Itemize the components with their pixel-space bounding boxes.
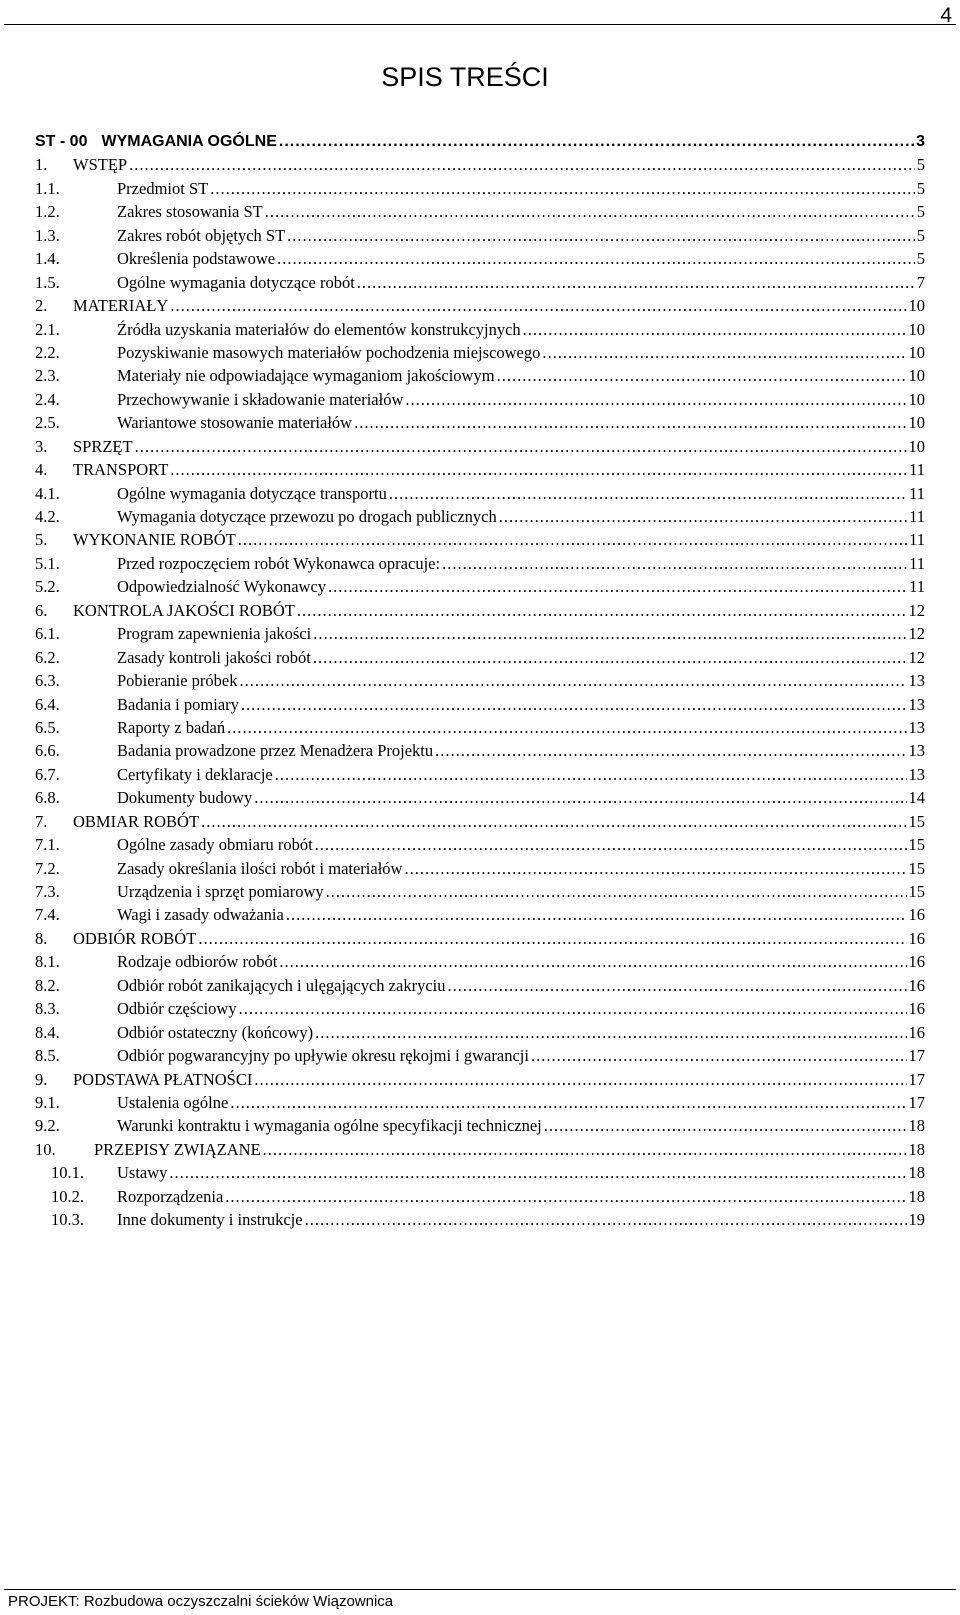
toc-entry[interactable]: [35, 318, 925, 341]
toc-dot-leader: [135, 435, 907, 458]
toc-entry[interactable]: [35, 857, 925, 880]
toc-dot-leader: [279, 950, 906, 973]
toc-entry[interactable]: [35, 435, 925, 458]
toc-entry[interactable]: [35, 1091, 925, 1114]
toc-entry-number: 5.2.: [35, 577, 60, 597]
toc-entry-label: Odbiór robót zanikających i ulęgających zakryciu: [117, 975, 446, 995]
toc-entry-number: 6.7.: [35, 764, 60, 784]
toc-entry[interactable]: [35, 974, 925, 997]
toc-entry-page: 16: [908, 975, 925, 995]
toc-entry[interactable]: [35, 294, 925, 317]
toc-entry-number: 7.: [35, 811, 48, 831]
toc-entry[interactable]: [35, 880, 925, 903]
toc-entry-page: 10: [908, 296, 925, 316]
toc-entry-number: 2.: [35, 296, 48, 316]
toc-entry-label: OBMIAR ROBÓT: [73, 811, 200, 831]
toc-entry-label: Urządzenia i sprzęt pomiarowy: [117, 882, 324, 901]
toc-entry-label: Określenia podstawowe: [117, 249, 276, 269]
toc-entry-page: 17: [908, 1069, 925, 1089]
toc-entry[interactable]: [35, 482, 925, 505]
toc-entry-label: Badania prowadzone przez Menadżera Projektu: [117, 741, 434, 761]
toc-entry-page: 11: [909, 553, 925, 573]
toc-entry-label: Dokumenty budowy: [117, 788, 253, 808]
toc-entry-label: TRANSPORT: [73, 460, 169, 480]
toc-entry-number: 3.: [35, 436, 48, 456]
toc-dot-leader: [544, 1114, 907, 1137]
toc-entry-page: 16: [908, 952, 925, 972]
toc-dot-leader: [254, 786, 906, 809]
toc-dot-leader: [227, 716, 906, 739]
page-number: 4: [940, 4, 952, 27]
toc-dot-leader: [497, 364, 907, 387]
toc-entry[interactable]: [35, 669, 925, 692]
toc-entry-number: 6.8.: [35, 788, 60, 808]
toc-entry[interactable]: [35, 177, 925, 200]
toc-entry-number: 6.: [35, 600, 48, 620]
toc-dot-leader: [405, 388, 906, 411]
toc-dot-leader: [404, 857, 906, 880]
toc-entry-page: 10: [908, 413, 925, 433]
toc-entry-label: Pobieranie próbek: [117, 671, 238, 691]
toc-dot-leader: [442, 552, 907, 575]
toc-dot-leader: [315, 833, 907, 856]
toc-entry-label: Zasady kontroli jakości robót: [117, 647, 311, 667]
toc-entry[interactable]: [35, 1138, 925, 1161]
toc-entry-number: 9.2.: [35, 1116, 60, 1136]
toc-entry[interactable]: [35, 1114, 925, 1137]
toc-entry-number: 1.3.: [35, 225, 60, 245]
toc-entry[interactable]: [35, 153, 925, 176]
toc-entry-label: Pozyskiwanie masowych materiałów pochodzenia miejscowego: [117, 342, 541, 362]
toc-entry[interactable]: [35, 130, 925, 153]
toc-entry-label: PRZEPISY ZWIĄZANE: [94, 1139, 261, 1159]
toc-entry-label: WYKONANIE ROBÓT: [73, 530, 236, 550]
toc-entry-page: 14: [908, 788, 925, 808]
toc-entry-label: Odbiór pogwarancyjny po upływie okresu rękojmi i gwarancji: [117, 1046, 529, 1066]
toc-entry[interactable]: [35, 927, 925, 950]
toc-entry-page: 15: [908, 835, 925, 855]
toc-entry-label: Wariantowe stosowanie materiałów: [117, 413, 353, 433]
toc-entry-number: 10.2.: [51, 1186, 84, 1206]
toc-entry[interactable]: [35, 646, 925, 669]
toc-dot-leader: [357, 271, 915, 294]
toc-dot-leader: [254, 1068, 906, 1091]
toc-entry[interactable]: [35, 458, 925, 481]
toc-entry-number: 8.2.: [35, 975, 60, 995]
toc-entry-label: Źródła uzyskania materiałów do elementów konstrukcyjnych: [117, 319, 521, 339]
toc-entry-label: WSTĘP: [73, 155, 128, 175]
toc-entry-page: 18: [908, 1186, 925, 1206]
toc-dot-leader: [315, 1021, 906, 1044]
toc-entry-page: 3: [916, 133, 925, 150]
toc-entry-number: 7.3.: [35, 882, 60, 901]
toc-entry-label: Ustalenia ogólne: [117, 1092, 229, 1112]
toc-entry-number: 2.3.: [35, 366, 60, 386]
toc-entry-label: Przechowywanie i składowanie materiałów: [117, 389, 404, 409]
toc-entry[interactable]: [35, 739, 925, 762]
toc-dot-leader: [225, 1185, 906, 1208]
toc-entry-number: 6.3.: [35, 671, 60, 691]
toc-entry-page: 15: [908, 882, 925, 901]
toc-entry[interactable]: [35, 411, 925, 434]
toc-entry-number: 6.4.: [35, 694, 60, 714]
toc-entry-number: 7.4.: [35, 905, 60, 925]
toc-entry-page: 12: [908, 647, 925, 667]
page-title: SPIS TREŚCI: [381, 62, 549, 92]
toc-entry-label: PODSTAWA PŁATNOŚCI: [73, 1069, 253, 1089]
toc-entry-number: 2.2.: [35, 342, 60, 362]
toc-entry-number: 4.1.: [35, 483, 60, 503]
toc-dot-leader: [326, 880, 907, 903]
toc-dot-leader: [297, 599, 907, 622]
toc-entry-page: 10: [908, 342, 925, 362]
toc-entry-number: 7.2.: [35, 858, 60, 878]
toc-entry-label: Zasady określania ilości robót i materiałów: [117, 858, 403, 878]
toc-entry[interactable]: [35, 1185, 925, 1208]
toc-dot-leader: [263, 1138, 907, 1161]
toc-entry-page: 11: [909, 530, 925, 550]
toc-entry-page: 10: [908, 319, 925, 339]
toc-entry-label: Odbiór ostateczny (końcowy): [117, 1022, 314, 1042]
toc-entry-label: Rozporządzenia: [117, 1186, 224, 1206]
toc-entry-page: 10: [908, 436, 925, 456]
toc-dot-leader: [389, 482, 907, 505]
toc-entry-number: 1.2.: [35, 202, 60, 222]
toc-entry-page: 19: [908, 1210, 925, 1230]
toc-entry-number: 1.1.: [35, 178, 60, 198]
toc-entry-page: 5: [916, 178, 925, 198]
toc-entry[interactable]: [35, 575, 925, 598]
toc-dot-leader: [239, 997, 907, 1020]
toc-entry-number: 10.3.: [51, 1210, 84, 1230]
toc-entry[interactable]: [35, 716, 925, 739]
toc-entry-page: 5: [916, 202, 925, 222]
toc-entry[interactable]: [35, 528, 925, 551]
toc-entry-page: 18: [908, 1163, 925, 1183]
toc-dot-leader: [328, 575, 907, 598]
toc-dot-leader: [277, 247, 915, 270]
toc-entry[interactable]: [35, 1208, 925, 1231]
toc-entry-number: 6.2.: [35, 647, 60, 667]
toc-entry-label: Raporty z badań: [117, 717, 226, 737]
toc-entry-label: MATERIAŁY: [73, 296, 169, 316]
toc-dot-leader: [313, 646, 907, 669]
toc-entry-label: Odbiór częściowy: [117, 999, 237, 1019]
toc-entry-number: 10.1.: [51, 1163, 84, 1183]
toc-entry[interactable]: [35, 364, 925, 387]
toc-entry-label: Materiały nie odpowiadające wymaganiom jakościowym: [117, 366, 495, 386]
toc-entry[interactable]: [35, 224, 925, 247]
toc-entry-label: WYMAGANIA OGÓLNE: [101, 133, 277, 150]
toc-dot-leader: [499, 505, 907, 528]
toc-dot-leader: [170, 294, 906, 317]
toc-entry[interactable]: [35, 552, 925, 575]
toc-entry[interactable]: [35, 271, 925, 294]
toc-dot-leader: [542, 341, 906, 364]
toc-entry-page: 11: [909, 507, 925, 526]
toc-entry[interactable]: [35, 997, 925, 1020]
toc-entry-page: 5: [916, 249, 925, 269]
toc-dot-leader: [241, 693, 907, 716]
toc-entry-label: Ogólne wymagania dotyczące robót: [117, 272, 355, 292]
toc-entry-number: 2.5.: [35, 413, 60, 433]
toc-entry-label: Ogólne wymagania dotyczące transportu: [117, 483, 387, 503]
toc-dot-leader: [169, 1161, 906, 1184]
toc-entry[interactable]: [35, 1161, 925, 1184]
toc-entry-number: 6.5.: [35, 717, 60, 737]
toc-dot-leader: [170, 458, 907, 481]
toc-entry-page: 12: [908, 600, 925, 620]
toc-dot-leader: [305, 1208, 907, 1231]
toc-dot-leader: [198, 927, 906, 950]
toc-entry-label: Program zapewnienia jakości: [117, 624, 312, 644]
toc-entry-page: 18: [908, 1116, 925, 1136]
toc-entry-page: 5: [916, 155, 925, 175]
toc-entry-page: 16: [908, 999, 925, 1019]
toc-entry-number: 8.3.: [35, 999, 60, 1019]
toc-entry-page: 11: [909, 460, 925, 480]
toc-entry-label: Certyfikaty i deklaracje: [117, 764, 273, 784]
toc-entry-number: 8.5.: [35, 1046, 60, 1066]
toc-dot-leader: [201, 810, 906, 833]
toc-entry-label: KONTROLA JAKOŚCI ROBÓT: [73, 600, 295, 620]
toc-entry-page: 13: [908, 764, 925, 784]
toc-entry-label: Przed rozpoczęciem robót Wykonawca opracuje:: [117, 553, 441, 573]
toc-entry-label: Przedmiot ST: [117, 178, 209, 198]
toc-entry-page: 16: [908, 1022, 925, 1042]
toc-dot-leader: [354, 411, 906, 434]
toc-entry-number: 7.1.: [35, 835, 60, 855]
toc-entry-number: 1.: [35, 155, 48, 175]
toc-dot-leader: [447, 974, 906, 997]
toc-entry-label: Wymagania dotyczące przewozu po drogach publicznych: [117, 507, 497, 526]
toc-entry-page: 15: [908, 811, 925, 831]
toc-entry-page: 16: [908, 905, 925, 925]
toc-entry-number: 6.1.: [35, 624, 60, 644]
toc-entry-number: ST - 00: [35, 133, 88, 150]
toc-dot-leader: [240, 669, 907, 692]
toc-entry-page: 17: [908, 1092, 925, 1112]
toc-entry-label: ODBIÓR ROBÓT: [73, 928, 197, 948]
toc-entry[interactable]: [35, 341, 925, 364]
toc-dot-leader: [238, 528, 907, 551]
toc-dot-leader: [279, 130, 914, 153]
toc-entry-number: 4.: [35, 460, 48, 480]
toc-entry-label: Zakres stosowania ST: [117, 202, 263, 222]
toc-entry-page: 10: [908, 366, 925, 386]
toc-entry-label: Zakres robót objętych ST: [117, 225, 286, 245]
footer-text: PROJEKT: Rozbudowa oczyszczalni ścieków Wiązownica: [8, 1593, 394, 1610]
toc-entry[interactable]: [35, 388, 925, 411]
toc-entry-label: Warunki kontraktu i wymagania ogólne specyfikacji technicznej: [117, 1116, 542, 1136]
table-of-contents: [35, 130, 925, 1232]
toc-entry[interactable]: [35, 833, 925, 856]
toc-entry-page: 10: [908, 389, 925, 409]
toc-entry-page: 13: [908, 694, 925, 714]
toc-entry-number: 8.1.: [35, 952, 60, 972]
toc-entry-page: 5: [916, 225, 925, 245]
toc-entry[interactable]: [35, 903, 925, 926]
toc-entry-number: 4.2.: [35, 507, 60, 526]
toc-dot-leader: [265, 200, 915, 223]
toc-entry[interactable]: [35, 950, 925, 973]
toc-entry-page: 7: [916, 272, 925, 292]
toc-entry-number: 8.4.: [35, 1022, 60, 1042]
toc-entry[interactable]: [35, 763, 925, 786]
toc-entry-number: 1.5.: [35, 272, 60, 292]
toc-entry-label: Rodzaje odbiorów robót: [117, 952, 278, 972]
toc-entry[interactable]: [35, 247, 925, 270]
toc-dot-leader: [230, 1091, 906, 1114]
toc-entry-page: 12: [908, 624, 925, 644]
toc-entry[interactable]: [35, 1044, 925, 1067]
toc-entry-label: Wagi i zasady odważania: [117, 905, 284, 925]
toc-entry-page: 17: [908, 1046, 925, 1066]
toc-entry-label: Ogólne zasady obmiaru robót: [117, 835, 313, 855]
toc-entry-number: 2.4.: [35, 389, 60, 409]
toc-entry-page: 16: [908, 928, 925, 948]
toc-entry[interactable]: [35, 786, 925, 809]
toc-dot-leader: [286, 903, 907, 926]
toc-dot-leader: [531, 1044, 907, 1067]
toc-entry-number: 9.: [35, 1069, 48, 1089]
toc-dot-leader: [210, 177, 915, 200]
toc-entry[interactable]: [35, 693, 925, 716]
toc-dot-leader: [287, 224, 915, 247]
toc-entry-page: 13: [908, 741, 925, 761]
header-rule: [4, 24, 956, 25]
toc-entry-label: Odpowiedzialność Wykonawcy: [117, 577, 327, 597]
toc-entry-number: 2.1.: [35, 319, 60, 339]
toc-entry-page: 11: [909, 483, 925, 503]
toc-entry-number: 10.: [35, 1139, 56, 1159]
toc-entry-page: 11: [909, 577, 925, 597]
toc-entry[interactable]: [35, 505, 925, 528]
toc-entry-page: 13: [908, 671, 925, 691]
toc-entry[interactable]: [35, 1021, 925, 1044]
toc-dot-leader: [435, 739, 906, 762]
toc-entry[interactable]: [35, 810, 925, 833]
toc-entry-label: SPRZĘT: [73, 436, 133, 456]
toc-entry-number: 6.6.: [35, 741, 60, 761]
toc-entry-number: 8.: [35, 928, 48, 948]
toc-entry-label: Ustawy: [117, 1163, 168, 1183]
toc-entry-label: Badania i pomiary: [117, 694, 239, 714]
toc-entry-number: 1.4.: [35, 249, 60, 269]
toc-entry-page: 18: [908, 1139, 925, 1159]
toc-entry-page: 13: [908, 717, 925, 737]
toc-dot-leader: [275, 763, 907, 786]
toc-dot-leader: [523, 318, 907, 341]
toc-entry-number: 5.: [35, 530, 48, 550]
footer-rule: [4, 1589, 956, 1590]
toc-entry-number: 5.1.: [35, 553, 60, 573]
toc-entry[interactable]: [35, 622, 925, 645]
toc-entry-page: 15: [908, 858, 925, 878]
toc-entry[interactable]: [35, 599, 925, 622]
toc-entry-number: 9.1.: [35, 1092, 60, 1112]
toc-dot-leader: [313, 622, 906, 645]
toc-dot-leader: [129, 153, 915, 176]
toc-entry-label: Inne dokumenty i instrukcje: [117, 1210, 303, 1230]
toc-entry[interactable]: [35, 200, 925, 223]
toc-entry[interactable]: [35, 1068, 925, 1091]
